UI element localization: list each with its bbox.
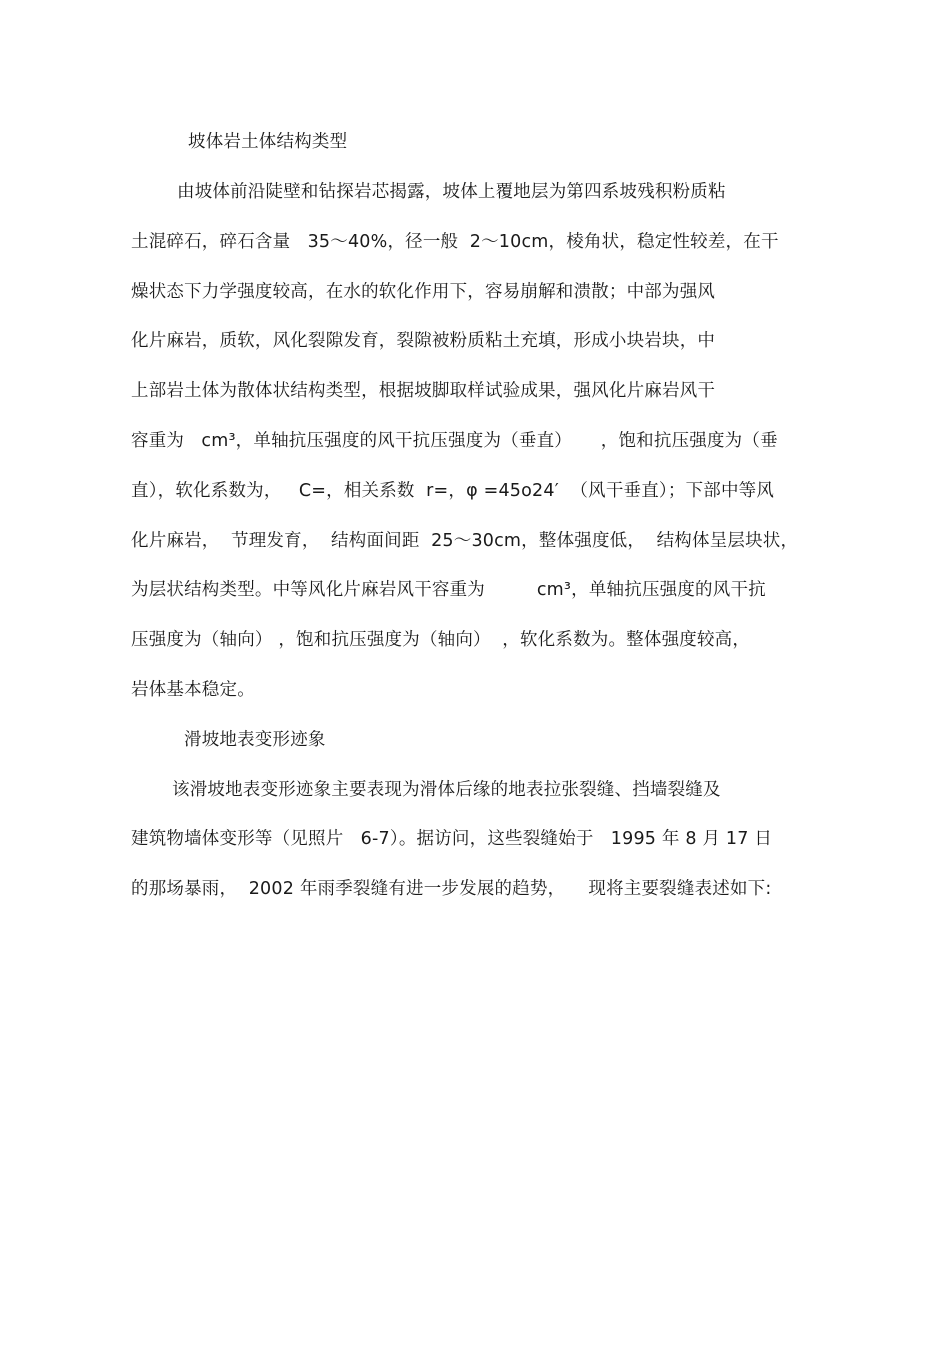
paragraph-line: 该滑坡地表变形迹象主要表现为滑体后缘的地表拉张裂缝、挡墙裂缝及 bbox=[172, 780, 721, 800]
paragraph-line: 的那场暴雨， 2002 年雨季裂缝有进一步发展的趋势， 现将主要裂缝表述如下: bbox=[131, 879, 772, 899]
paragraph-line: 压强度为（轴向） ，饱和抗压强度为（轴向） ，软化系数为。整体强度较高， bbox=[131, 630, 751, 650]
paragraph-line: 直），软化系数为， C=，相关系数 r=，φ =45o24′ （风干垂直）；下部中等风 bbox=[131, 481, 775, 501]
paragraph-line: 岩体基本稳定。 bbox=[131, 680, 255, 700]
paragraph-line: 化片麻岩， 节理发育， 结构面间距 25～30cm，整体强度低， 结构体呈层块状， bbox=[131, 531, 799, 551]
paragraph-line: 燥状态下力学强度较高，在水的软化作用下，容易崩解和溃散；中部为强风 bbox=[131, 282, 716, 302]
paragraph-line: 上部岩土体为散体状结构类型，根据坡脚取样试验成果，强风化片麻岩风干 bbox=[131, 381, 716, 401]
paragraph-line: 由坡体前沿陡壁和钻探岩芯揭露，坡体上覆地层为第四系坡残积粉质粘 bbox=[177, 182, 726, 202]
section-heading-slope-structure: 坡体岩土体结构类型 bbox=[188, 132, 348, 152]
section-heading-landslide-deformation: 滑坡地表变形迹象 bbox=[184, 730, 326, 750]
paragraph-line: 化片麻岩，质软，风化裂隙发育，裂隙被粉质粘土充填，形成小块岩块，中 bbox=[131, 331, 716, 351]
paragraph-line: 土混碎石，碎石含量 35～40%，径一般 2～10cm，棱角状，稳定性较差，在干 bbox=[131, 232, 779, 252]
paragraph-line: 建筑物墙体变形等（见照片 6-7）。据访问，这些裂缝始于 1995 年 8 月 17 日 bbox=[131, 829, 773, 849]
paragraph-line: 容重为 cm³，单轴抗压强度的风干抗压强度为（垂直） ，饱和抗压强度为（垂 bbox=[131, 431, 778, 451]
paragraph-line: 为层状结构类型。中等风化片麻岩风干容重为 cm³，单轴抗压强度的风干抗 bbox=[131, 580, 766, 600]
